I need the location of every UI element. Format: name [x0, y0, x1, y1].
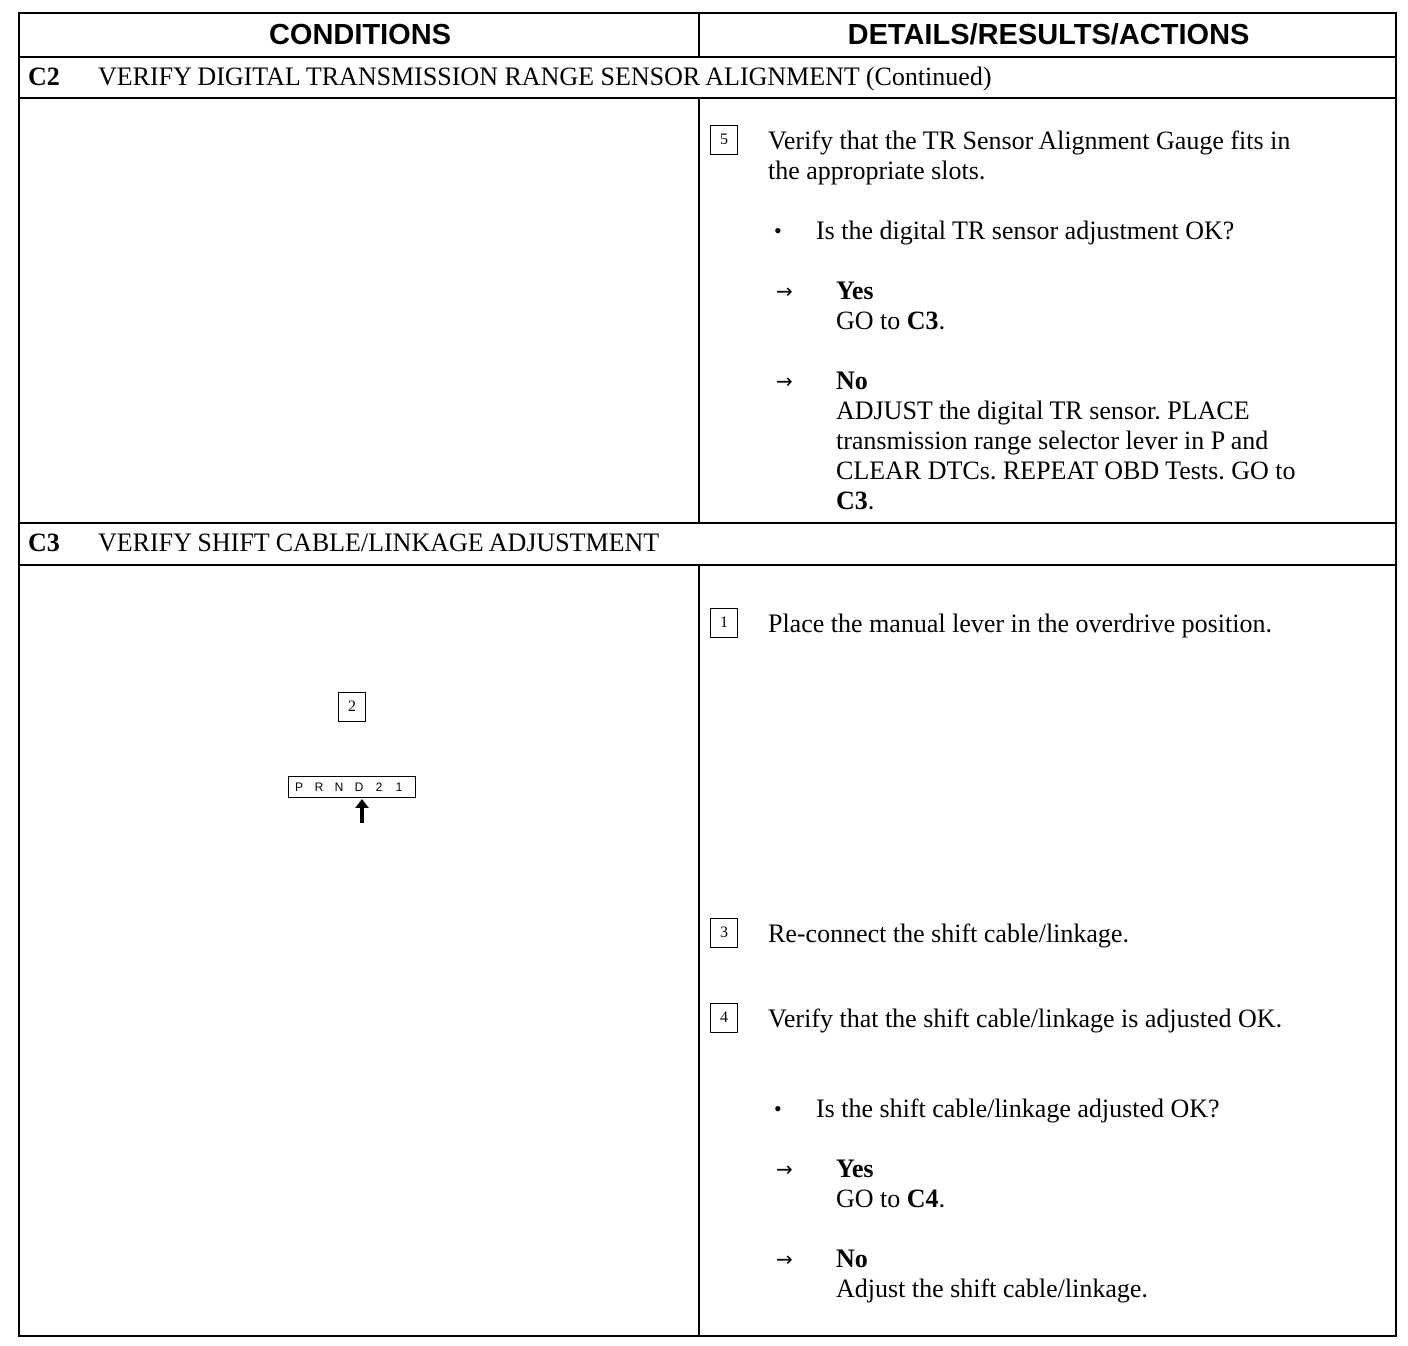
gear-2: 2 [375, 780, 383, 794]
procedure-table [18, 12, 1397, 1337]
c3-question: Is the shift cable/linkage adjusted OK? [816, 1094, 1220, 1123]
c3-no-arrow-icon: → [776, 1247, 793, 1271]
c3-no-action: Adjust the shift cable/linkage. [836, 1274, 1148, 1303]
pointer-arrow-icon [355, 799, 369, 823]
gear-r: R [314, 780, 324, 794]
c2-yes-arrow-icon: → [776, 279, 793, 303]
c2-step-5-box: 5 [710, 125, 738, 155]
gear-p: P [294, 780, 303, 794]
c2-no-label: No [836, 366, 868, 395]
c3-yes-label: Yes [836, 1154, 874, 1183]
c2-yes-action: GO to C3. [836, 306, 946, 335]
c2-bottom-rule [20, 522, 1395, 524]
c2-no-line4: C3. [836, 486, 875, 515]
header-divider [698, 14, 700, 56]
c3-column-divider [698, 564, 700, 1337]
gear-position-indicator [288, 776, 416, 798]
c2-section-title [28, 62, 991, 92]
c2-no-arrow-icon: → [776, 369, 793, 393]
header-rule [20, 56, 1395, 58]
details-header: DETAILS/RESULTS/ACTIONS [847, 18, 1250, 51]
c3-step-1-box: 1 [710, 608, 738, 638]
c2-bullet: • [774, 218, 782, 243]
c3-no-label: No [836, 1244, 868, 1273]
gear-d: D [354, 780, 364, 794]
c2-id: C2 [28, 62, 60, 91]
c2-column-divider [698, 97, 700, 522]
c3-step-1-text: Place the manual lever in the overdrive position. [768, 609, 1272, 638]
c2-title: VERIFY DIGITAL TRANSMISSION RANGE SENSOR ALIGNMENT (Continued) [98, 62, 992, 91]
c3-title: VERIFY SHIFT CABLE/LINKAGE ADJUSTMENT [98, 528, 660, 557]
c2-step-5-line1: Verify that the TR Sensor Alignment Gauge fits in [768, 126, 1291, 155]
gear-n: N [334, 780, 344, 794]
c2-no-line1: ADJUST the digital TR sensor. PLACE [836, 396, 1250, 425]
c3-title-rule [20, 564, 1395, 566]
c3-step-4-text: Verify that the shift cable/linkage is adjusted OK. [768, 1004, 1283, 1033]
c2-question: Is the digital TR sensor adjustment OK? [816, 216, 1235, 245]
c2-step-5-line2: the appropriate slots. [768, 156, 986, 185]
c3-id: C3 [28, 528, 60, 557]
c3-yes-arrow-icon: → [776, 1157, 793, 1181]
c3-step-3-text: Re-connect the shift cable/linkage. [768, 919, 1129, 948]
conditions-header: CONDITIONS [268, 18, 452, 51]
c3-step-4-box: 4 [710, 1003, 738, 1033]
c3-bullet: • [774, 1096, 782, 1121]
gear-1: 1 [395, 780, 403, 794]
c2-yes-label: Yes [836, 276, 874, 305]
c3-yes-action: GO to C4. [836, 1184, 946, 1213]
c2-title-rule [20, 97, 1395, 99]
c3-step-2-box: 2 [338, 692, 366, 722]
c2-yes-target: C3 [906, 306, 939, 335]
c3-step-3-box: 3 [710, 918, 738, 948]
c3-yes-target: C4 [906, 1184, 939, 1213]
c3-section-title [28, 528, 659, 558]
c2-no-line3: CLEAR DTCs. REPEAT OBD Tests. GO to [836, 456, 1296, 485]
c2-no-line2: transmission range selector lever in P and [836, 426, 1269, 455]
